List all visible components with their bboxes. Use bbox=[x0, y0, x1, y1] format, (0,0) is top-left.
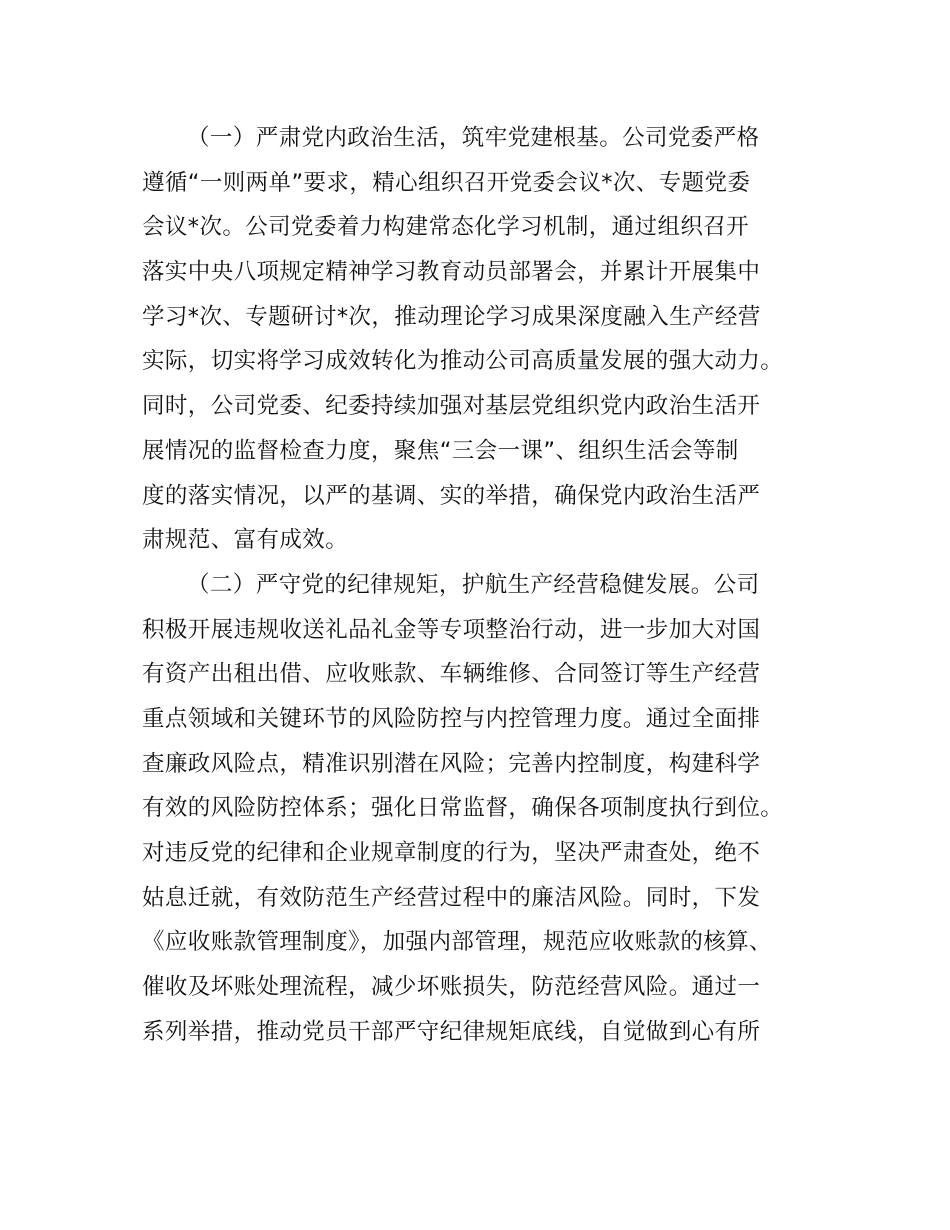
document-body bbox=[142, 116, 814, 1054]
paragraph-2-line: 系列举措，推动党员干部严守纪律规矩底线，自觉做到心有所 bbox=[142, 1018, 761, 1045]
paragraph-1-line: 学习*次、专题研讨*次，推动理论学习成果深度融入生产经营 bbox=[142, 303, 761, 330]
paragraph-2-line: 催收及坏账处理流程，减少坏账损失，防范经营风险。通过一 bbox=[142, 974, 761, 1001]
paragraph-2-line: 《应收账款管理制度》，加强内部管理，规范应收账款的核算、 bbox=[142, 929, 772, 956]
paragraph-2 bbox=[142, 563, 814, 1055]
paragraph-2-line: 有效的风险防控体系；强化日常监督，确保各项制度执行到位。 bbox=[142, 795, 784, 822]
paragraph-2-line: 有资产出租出借、应收账款、车辆维修、合同签订等生产经营 bbox=[142, 661, 761, 688]
paragraph-2-line: 姑息迁就，有效防范生产经营过程中的廉洁风险。同时，下发 bbox=[142, 884, 761, 911]
paragraph-2-line: 对违反党的纪律和企业规章制度的行为，坚决严肃查处，绝不 bbox=[142, 840, 761, 866]
paragraph-2-line: 重点领域和关键环节的风险防控与内控管理力度。通过全面排 bbox=[142, 705, 761, 732]
paragraph-1-line: 落实中央八项规定精神学习教育动员部署会，并累计开展集中 bbox=[142, 259, 761, 286]
paragraph-1 bbox=[142, 116, 814, 563]
paragraph-1-line: 遵循“一则两单”要求，精心组织召开党委会议*次、专题党委 bbox=[142, 169, 751, 196]
paragraph-1-line: （一）严肃党内政治生活，筑牢党建根基。公司党委严格 bbox=[187, 125, 760, 151]
paragraph-1-line: 实际，切实将学习成效转化为推动公司高质量发展的强大动力。 bbox=[142, 348, 784, 375]
paragraph-1-line: 会议*次。公司党委着力构建常态化学习机制，通过组织召开 bbox=[142, 214, 750, 241]
paragraph-2-line: 查廉政风险点，精准识别潜在风险；完善内控制度，构建科学 bbox=[142, 750, 761, 777]
paragraph-1-line: 度的落实情况，以严的基调、实的举措，确保党内政治生活严 bbox=[142, 482, 761, 509]
paragraph-1-line: 展情况的监督检查力度，聚焦“三会一课”、组织生活会等制 bbox=[142, 437, 739, 464]
paragraph-1-line: 同时，公司党委、纪委持续加强对基层党组织党内政治生活开 bbox=[142, 393, 761, 420]
paragraph-2-line: （二）严守党的纪律规矩，护航生产经营稳健发展。公司 bbox=[187, 571, 760, 598]
paragraph-2-line: 积极开展违规收送礼品礼金等专项整治行动，进一步加大对国 bbox=[142, 616, 761, 643]
paragraph-1-line: 肃规范、富有成效。 bbox=[142, 527, 349, 554]
